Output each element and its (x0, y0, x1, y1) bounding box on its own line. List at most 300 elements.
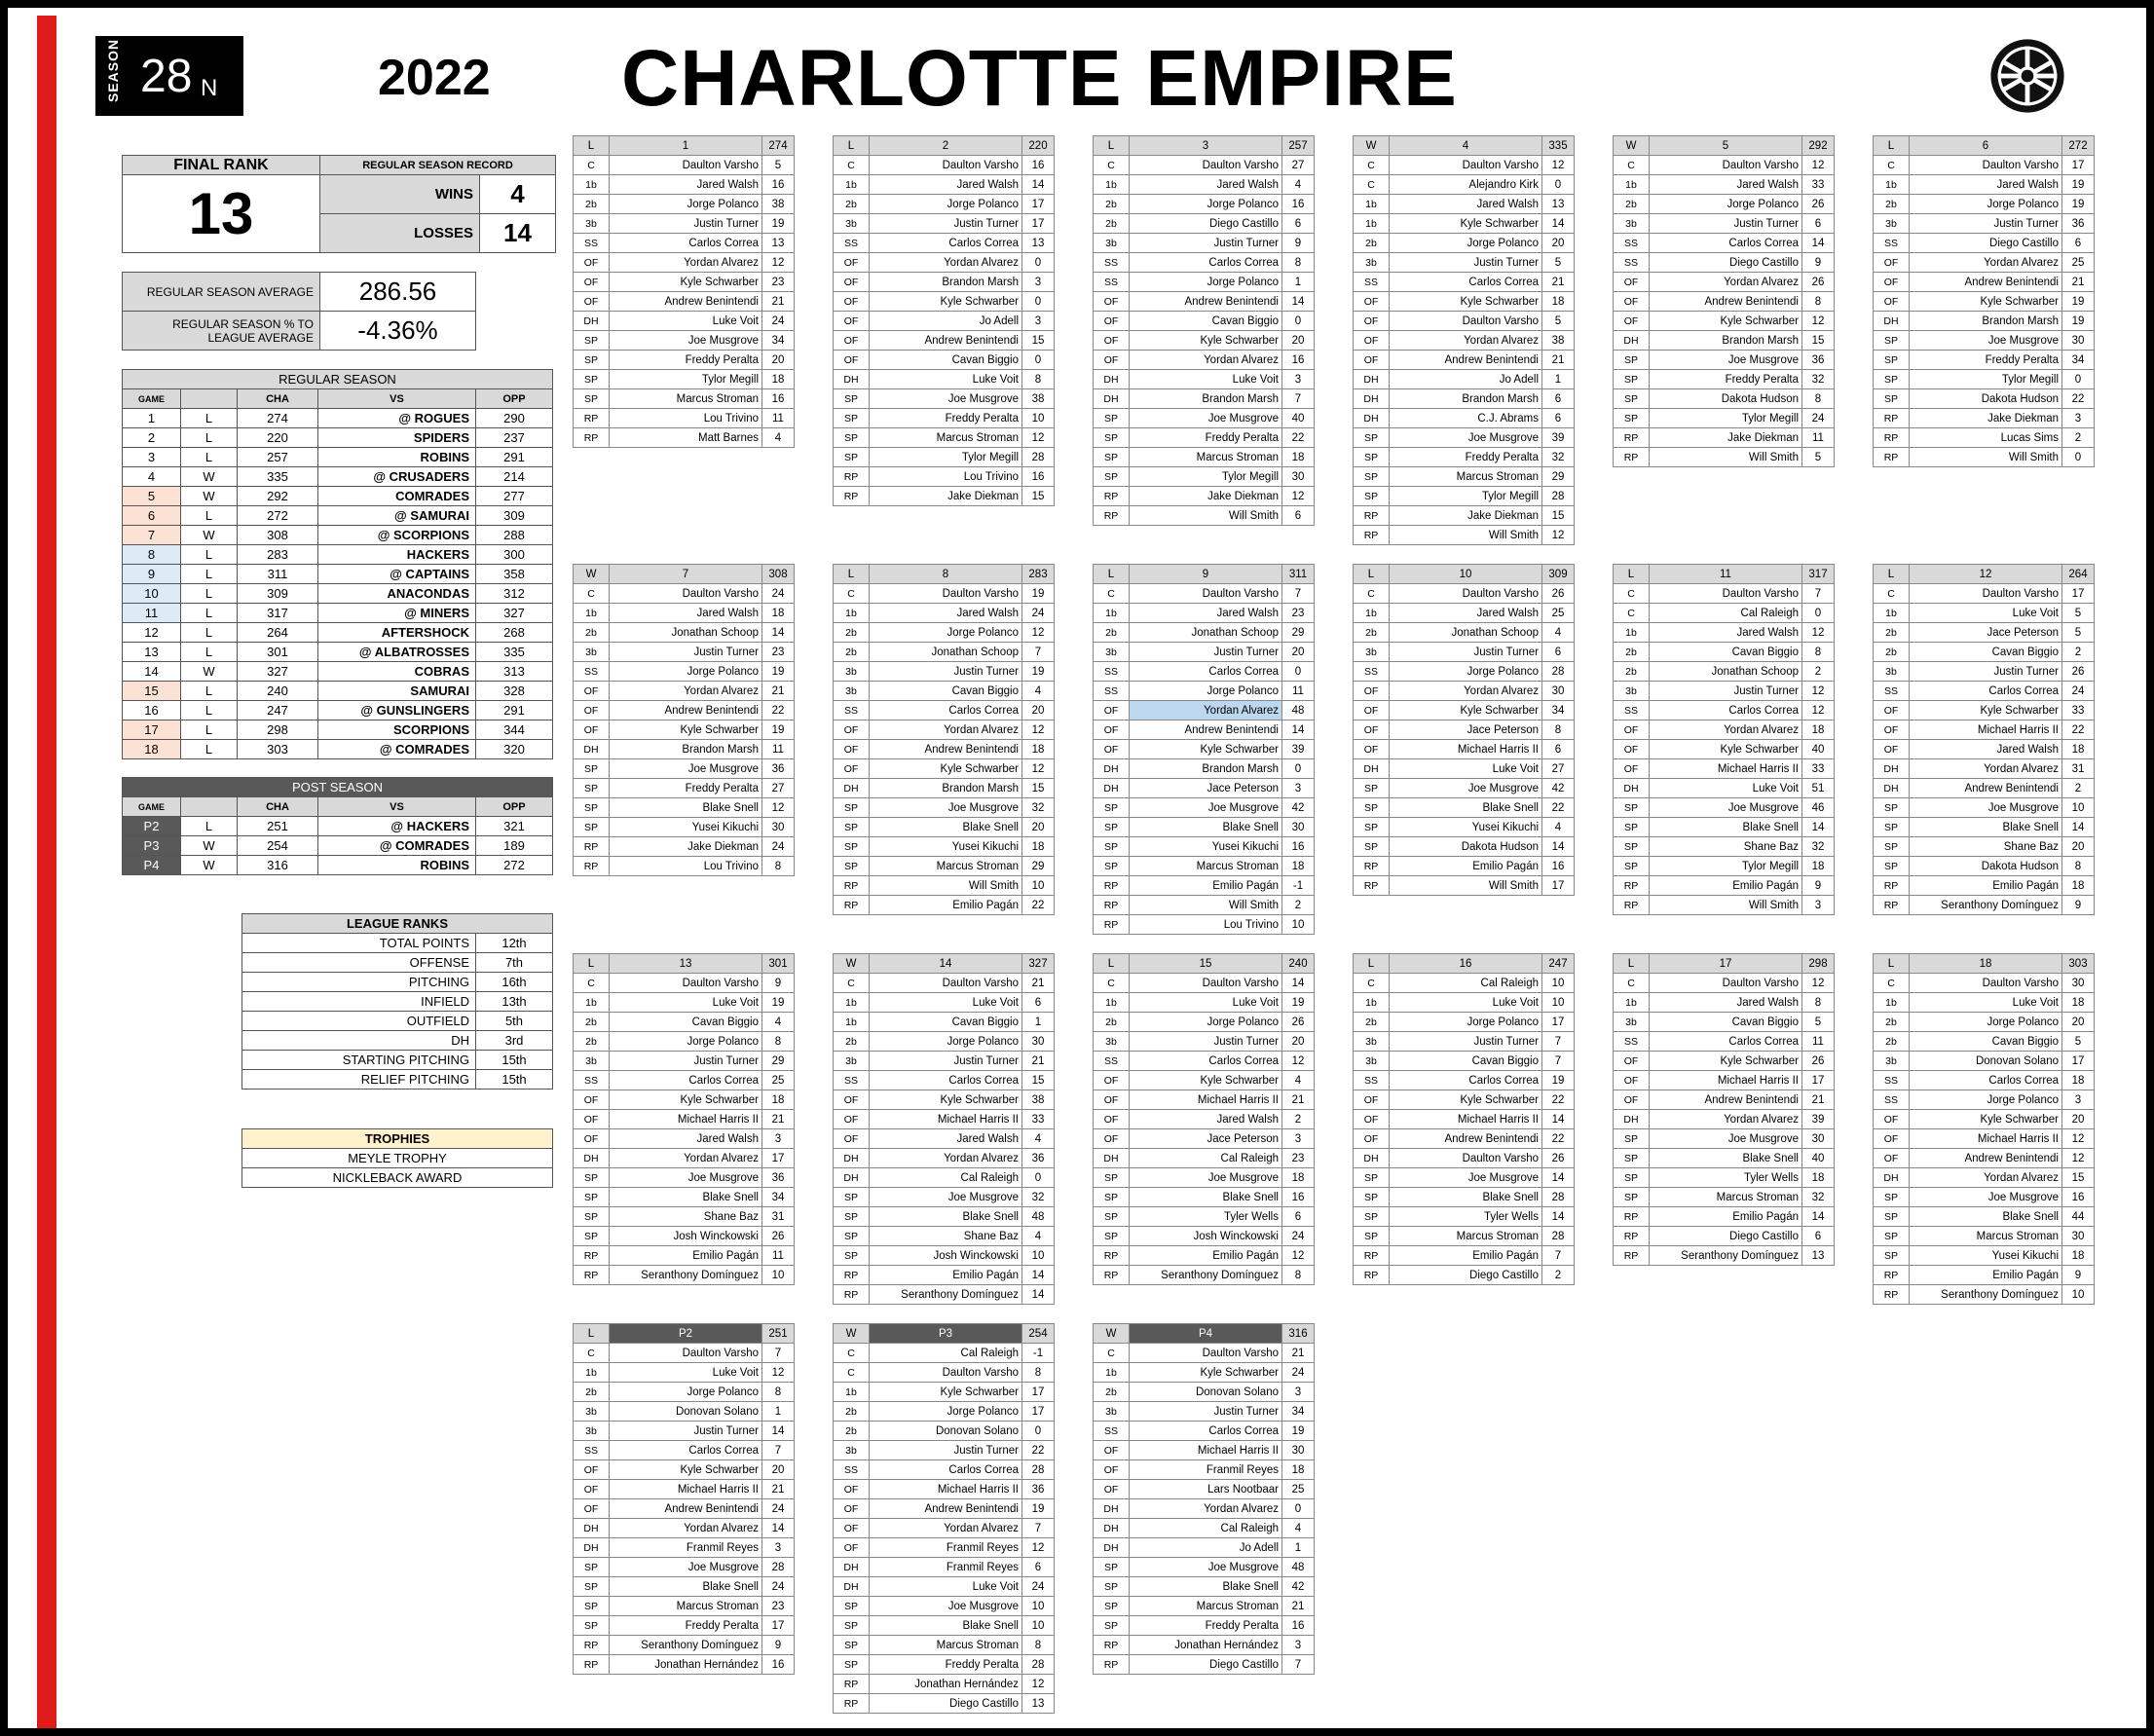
player-position: RP (834, 1694, 870, 1714)
game-box-result: L (1094, 954, 1130, 974)
game-number: 18 (123, 740, 181, 759)
player-row (574, 974, 795, 993)
game-box-total: 335 (1542, 136, 1575, 156)
rank-value: 16th (476, 973, 553, 992)
player-points: 12 (1802, 701, 1835, 720)
game-box-total: 311 (1282, 565, 1315, 584)
player-position: SP (1354, 779, 1390, 798)
player-points: 2 (1282, 1110, 1315, 1129)
player-points: 18 (762, 1090, 795, 1110)
player-points: 21 (1022, 974, 1055, 993)
player-position: SP (1614, 798, 1650, 818)
player-name: Freddy Peralta (610, 779, 762, 798)
player-points: 0 (1022, 351, 1055, 370)
post-game-opp-score: 272 (476, 856, 553, 875)
player-position: 1b (834, 993, 870, 1013)
player-points: 12 (1282, 487, 1315, 506)
player-points: 18 (1282, 1460, 1315, 1480)
player-name: Michael Harris II (1910, 720, 2062, 740)
player-row (1614, 643, 1835, 662)
player-row (574, 1090, 795, 1110)
player-name: Cavan Biggio (1910, 643, 2062, 662)
player-name: Luke Voit (870, 1577, 1022, 1597)
game-opponent: @ MINERS (318, 604, 476, 623)
player-position: C (834, 156, 870, 175)
player-points: 29 (762, 1052, 795, 1071)
player-name: Michael Harris II (1130, 1441, 1282, 1460)
game-opponent: @ GUNSLINGERS (318, 701, 476, 720)
player-points: 12 (2062, 1129, 2095, 1149)
player-position: SP (1614, 1188, 1650, 1207)
player-row (1614, 428, 1835, 448)
player-points: 10 (2062, 1285, 2095, 1305)
player-name: Brandon Marsh (1130, 389, 1282, 409)
player-row (574, 837, 795, 857)
player-points: 14 (762, 623, 795, 643)
player-points: 16 (1282, 195, 1315, 214)
player-position: OF (834, 740, 870, 759)
player-position: OF (1874, 1110, 1910, 1129)
player-points: 32 (1802, 1188, 1835, 1207)
player-position: DH (1354, 1149, 1390, 1168)
player-row (1094, 253, 1315, 273)
player-row (574, 1344, 795, 1363)
player-points: 12 (1542, 526, 1575, 545)
player-row (1614, 214, 1835, 234)
player-name: Yordan Alvarez (1910, 253, 2062, 273)
rank-category: PITCHING (242, 973, 476, 992)
player-row (1354, 175, 1575, 195)
game-number: 5 (123, 487, 181, 506)
player-name: Emilio Pagán (610, 1246, 762, 1266)
player-name: Carlos Correa (610, 234, 762, 253)
regular-game-row (123, 623, 553, 643)
player-name: Jo Adell (870, 312, 1022, 331)
player-row (1354, 195, 1575, 214)
player-points: 1 (1022, 1013, 1055, 1032)
player-name: Blake Snell (610, 1188, 762, 1207)
player-name: Tylor Megill (870, 448, 1022, 467)
player-position: RP (834, 1675, 870, 1694)
player-row (834, 1383, 1055, 1402)
player-row (1094, 1597, 1315, 1616)
game-result: L (181, 720, 238, 740)
player-position: 3b (1614, 682, 1650, 701)
game-opponent: COMRADES (318, 487, 476, 506)
player-name: Donovan Solano (1910, 1052, 2062, 1071)
season-label: SEASON (105, 38, 121, 102)
player-row (1094, 428, 1315, 448)
player-name: Jared Walsh (610, 604, 762, 623)
player-row (1874, 1090, 2095, 1110)
player-position: SP (834, 1207, 870, 1227)
player-position: OF (834, 1538, 870, 1558)
player-row (834, 1616, 1055, 1636)
player-row (574, 1402, 795, 1422)
player-position: SP (834, 389, 870, 409)
player-position: SP (1614, 837, 1650, 857)
player-points: 14 (1542, 1110, 1575, 1129)
player-name: Cavan Biggio (870, 351, 1022, 370)
player-name: Marcus Stroman (1910, 1227, 2062, 1246)
player-points: 17 (1022, 1402, 1055, 1422)
player-name: Jared Walsh (870, 604, 1022, 623)
player-row (1354, 487, 1575, 506)
player-points: 6 (1282, 214, 1315, 234)
player-row (834, 1441, 1055, 1460)
player-position: OF (574, 682, 610, 701)
player-position: 2b (574, 1013, 610, 1032)
player-row (1354, 604, 1575, 623)
player-position: DH (1094, 370, 1130, 389)
player-name: Seranthony Domínguez (1130, 1266, 1282, 1285)
player-name: Freddy Peralta (870, 409, 1022, 428)
player-name: Kyle Schwarber (1130, 331, 1282, 351)
player-position: SP (834, 428, 870, 448)
player-position: 1b (1094, 175, 1130, 195)
player-name: Emilio Pagán (1910, 1266, 2062, 1285)
game-box-1 (573, 135, 795, 448)
player-points: 31 (2062, 759, 2095, 779)
player-position: SS (834, 1460, 870, 1480)
player-points: 9 (762, 1636, 795, 1655)
player-name: Kyle Schwarber (1390, 1090, 1542, 1110)
player-points: 4 (1542, 818, 1575, 837)
player-row (574, 428, 795, 448)
player-position: SP (574, 1597, 610, 1616)
player-name: Daulton Varsho (1130, 974, 1282, 993)
player-row (1874, 818, 2095, 837)
player-position: SP (1354, 837, 1390, 857)
player-position: C (1354, 175, 1390, 195)
game-box-total: 308 (762, 565, 795, 584)
player-position: OF (834, 351, 870, 370)
player-row (834, 1071, 1055, 1090)
player-name: Luke Voit (610, 1363, 762, 1383)
player-name: Donovan Solano (610, 1402, 762, 1422)
average-box (122, 272, 476, 351)
game-box-number: 9 (1130, 565, 1282, 584)
player-points: 34 (1542, 701, 1575, 720)
game-box-number: 17 (1650, 954, 1802, 974)
player-name: Michael Harris II (1130, 1090, 1282, 1110)
player-name: Emilio Pagán (870, 1266, 1022, 1285)
player-name: Joe Musgrove (870, 798, 1022, 818)
player-position: 1b (574, 175, 610, 195)
player-points: 9 (1802, 876, 1835, 896)
game-box-total: 316 (1282, 1324, 1315, 1344)
player-points: 6 (1022, 1558, 1055, 1577)
player-points: 3 (1282, 1636, 1315, 1655)
player-position: 3b (1874, 1052, 1910, 1071)
game-opponent: @ SCORPIONS (318, 526, 476, 545)
player-points: 9 (1282, 234, 1315, 253)
player-name: Kyle Schwarber (870, 759, 1022, 779)
red-side-bar (37, 16, 56, 1736)
player-row (1094, 506, 1315, 526)
player-position: 3b (1354, 1052, 1390, 1071)
player-position: RP (574, 837, 610, 857)
player-name: Yordan Alvarez (1910, 759, 2062, 779)
player-position: SP (834, 798, 870, 818)
player-row (574, 234, 795, 253)
player-points: 21 (1282, 1090, 1315, 1110)
game-box-header (1874, 954, 2095, 974)
player-position: 1b (1874, 604, 1910, 623)
game-box-header (574, 954, 795, 974)
player-row (574, 156, 795, 175)
player-name: Daulton Varsho (1390, 156, 1542, 175)
regular-game-row (123, 487, 553, 506)
player-row (1874, 1168, 2095, 1188)
player-points: 8 (762, 1383, 795, 1402)
player-name: Jared Walsh (1650, 175, 1802, 195)
player-points: 12 (762, 798, 795, 818)
pct-label: REGULAR SEASON % TO LEAGUE AVERAGE (123, 312, 320, 351)
player-row (1094, 662, 1315, 682)
player-position: RP (1094, 506, 1130, 526)
player-points: 12 (1022, 428, 1055, 448)
player-row (1354, 1071, 1575, 1090)
player-name: Michael Harris II (610, 1480, 762, 1499)
game-opp-score: 328 (476, 682, 553, 701)
game-box-P4 (1093, 1323, 1315, 1675)
player-position: C (834, 1344, 870, 1363)
player-position: C (1094, 156, 1130, 175)
player-position: SP (574, 759, 610, 779)
player-points: 10 (1022, 1597, 1055, 1616)
player-position: RP (1354, 1266, 1390, 1285)
player-row (1094, 604, 1315, 623)
player-name: Carlos Correa (870, 1071, 1022, 1090)
player-name: Daulton Varsho (610, 974, 762, 993)
player-row (1354, 1246, 1575, 1266)
player-name: Kyle Schwarber (1390, 701, 1542, 720)
player-position: DH (834, 1558, 870, 1577)
player-points: 8 (762, 857, 795, 876)
game-box-9 (1093, 564, 1315, 935)
player-points: 15 (2062, 1168, 2095, 1188)
player-row (1614, 1227, 1835, 1246)
player-row (1354, 1013, 1575, 1032)
post-game-opp-score: 189 (476, 836, 553, 856)
player-row (1874, 351, 2095, 370)
regular-game-row (123, 643, 553, 662)
player-row (574, 818, 795, 837)
player-position: C (1874, 974, 1910, 993)
player-row (834, 389, 1055, 409)
player-row (574, 701, 795, 720)
rank-value: 7th (476, 953, 553, 973)
game-box-number: 18 (1910, 954, 2062, 974)
game-number: 4 (123, 467, 181, 487)
player-name: Jorge Polanco (870, 195, 1022, 214)
game-box-13 (573, 953, 795, 1285)
player-position: 3b (1614, 214, 1650, 234)
player-position: OF (1094, 1129, 1130, 1149)
player-row (834, 643, 1055, 662)
player-position: OF (834, 253, 870, 273)
player-position: C (1354, 974, 1390, 993)
game-cha-score: 311 (238, 565, 318, 584)
player-position: 2b (574, 195, 610, 214)
player-points: 30 (1022, 1032, 1055, 1052)
player-row (1614, 156, 1835, 175)
player-name: Justin Turner (1390, 253, 1542, 273)
player-name: Cavan Biggio (1650, 643, 1802, 662)
player-row (834, 1207, 1055, 1227)
player-name: Franmil Reyes (1130, 1460, 1282, 1480)
player-name: Yordan Alvarez (1130, 701, 1282, 720)
player-row (1354, 1129, 1575, 1149)
player-points: 20 (1282, 331, 1315, 351)
player-row (1094, 740, 1315, 759)
player-position: 3b (834, 1052, 870, 1071)
player-name: Marcus Stroman (1130, 857, 1282, 876)
player-row (1874, 428, 2095, 448)
player-position: OF (1094, 701, 1130, 720)
player-name: Shane Baz (610, 1207, 762, 1227)
player-position: 1b (574, 604, 610, 623)
player-position: 2b (834, 1032, 870, 1052)
player-name: Jorge Polanco (610, 195, 762, 214)
player-row (1354, 1207, 1575, 1227)
player-position: SP (1354, 818, 1390, 837)
player-row (1614, 604, 1835, 623)
game-box-total: 317 (1802, 565, 1835, 584)
player-position: 3b (574, 643, 610, 662)
player-points: 10 (1542, 993, 1575, 1013)
player-points: 20 (1542, 234, 1575, 253)
player-points: 20 (1282, 1032, 1315, 1052)
player-position: C (1094, 974, 1130, 993)
player-row (1614, 974, 1835, 993)
player-name: Blake Snell (610, 798, 762, 818)
player-name: Joe Musgrove (1130, 1168, 1282, 1188)
player-row (834, 857, 1055, 876)
player-points: 18 (2062, 1071, 2095, 1090)
player-row (1614, 312, 1835, 331)
player-position: 2b (1614, 195, 1650, 214)
player-position: SP (574, 389, 610, 409)
game-number: 9 (123, 565, 181, 584)
player-name: Dakota Hudson (1390, 837, 1542, 857)
player-row (1614, 701, 1835, 720)
player-points: 16 (1282, 1616, 1315, 1636)
player-points: 19 (1022, 584, 1055, 604)
player-name: Andrew Benintendi (870, 331, 1022, 351)
player-points: 16 (1542, 857, 1575, 876)
player-points: 9 (1802, 253, 1835, 273)
post-game-row (123, 856, 553, 875)
game-box-result: W (574, 565, 610, 584)
game-number: 2 (123, 428, 181, 448)
player-points: 15 (1022, 1071, 1055, 1090)
player-points: 6 (1022, 993, 1055, 1013)
player-points: 8 (1282, 253, 1315, 273)
game-result: W (181, 662, 238, 682)
player-points: 0 (1542, 175, 1575, 195)
rank-row (242, 1031, 553, 1051)
player-row (1354, 720, 1575, 740)
game-box-total: 298 (1802, 954, 1835, 974)
player-position: OF (1094, 292, 1130, 312)
player-position: 1b (574, 993, 610, 1013)
player-name: Justin Turner (1650, 682, 1802, 701)
player-name: Lars Nootbaar (1130, 1480, 1282, 1499)
player-points: 5 (1542, 312, 1575, 331)
player-name: Cal Raleigh (1650, 604, 1802, 623)
player-row (1094, 1129, 1315, 1149)
player-row (1354, 1266, 1575, 1285)
player-row (1614, 1052, 1835, 1071)
player-position: 2b (1354, 234, 1390, 253)
player-points: 34 (2062, 351, 2095, 370)
player-row (1874, 857, 2095, 876)
player-name: Justin Turner (1910, 662, 2062, 682)
player-points: 12 (1022, 1538, 1055, 1558)
player-position: 1b (1354, 214, 1390, 234)
player-position: OF (834, 1110, 870, 1129)
player-name: Luke Voit (870, 370, 1022, 389)
player-points: 14 (1802, 1207, 1835, 1227)
player-row (1094, 623, 1315, 643)
player-position: SS (834, 1071, 870, 1090)
player-row (574, 195, 795, 214)
game-box-15 (1093, 953, 1315, 1285)
player-points: 30 (2062, 331, 2095, 351)
player-points: 22 (1542, 1090, 1575, 1110)
game-box-total: 309 (1542, 565, 1575, 584)
player-points: 3 (1282, 779, 1315, 798)
player-name: Jake Diekman (1650, 428, 1802, 448)
player-name: Jorge Polanco (1130, 273, 1282, 292)
player-row (1874, 175, 2095, 195)
player-row (1874, 798, 2095, 818)
player-name: Jace Peterson (1910, 623, 2062, 643)
player-name: Jonathan Schoop (870, 643, 1022, 662)
player-row (1614, 623, 1835, 643)
player-points: 18 (1282, 1168, 1315, 1188)
player-position: 2b (834, 1402, 870, 1422)
post-col-cha: CHA (238, 797, 318, 817)
player-row (1354, 837, 1575, 857)
player-row (1094, 643, 1315, 662)
game-box-total: 240 (1282, 954, 1315, 974)
game-number: 17 (123, 720, 181, 740)
player-row (1354, 1052, 1575, 1071)
player-position: RP (1614, 1246, 1650, 1266)
player-position: SP (834, 1597, 870, 1616)
player-position: OF (1614, 312, 1650, 331)
player-name: Jonathan Schoop (1390, 623, 1542, 643)
player-name: Jonathan Hernández (1130, 1636, 1282, 1655)
player-points: 12 (1802, 974, 1835, 993)
rank-row (242, 934, 553, 953)
wins-value: 4 (480, 175, 556, 214)
game-opp-score: 277 (476, 487, 553, 506)
player-name: Blake Snell (870, 1207, 1022, 1227)
player-name: Kyle Schwarber (1910, 1110, 2062, 1129)
player-points: 15 (1022, 331, 1055, 351)
game-cha-score: 247 (238, 701, 318, 720)
player-name: Brandon Marsh (870, 779, 1022, 798)
player-points: 18 (1022, 740, 1055, 759)
player-points: 39 (1282, 740, 1315, 759)
player-row (1874, 409, 2095, 428)
player-name: Justin Turner (870, 214, 1022, 234)
player-points: 3 (762, 1129, 795, 1149)
